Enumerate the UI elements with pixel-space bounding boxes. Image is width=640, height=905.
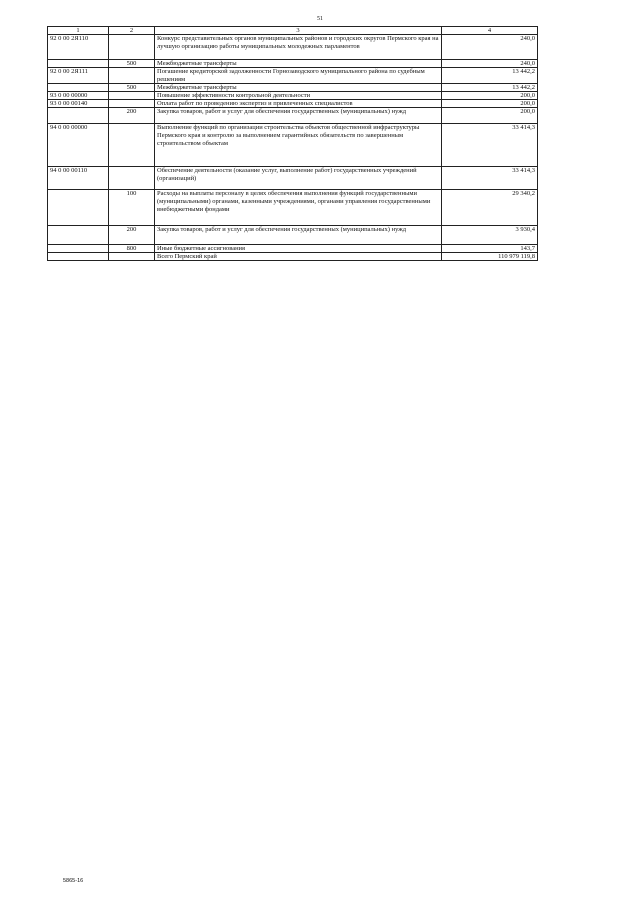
amount-cell: 33 414,3 <box>442 167 538 190</box>
item-name-cell: Межбюджетные трансферты <box>155 60 442 68</box>
expense-type-cell: 500 <box>109 84 155 92</box>
column-header-4: 4 <box>442 27 538 35</box>
target-code-cell: 94 0 00 00000 <box>48 124 109 167</box>
expense-type-cell: 800 <box>109 245 155 253</box>
amount-cell: 13 442,2 <box>442 68 538 84</box>
item-name-cell: Закупка товаров, работ и услуг для обеспечения государственных (муниципальных) нужд <box>155 226 442 245</box>
target-code-cell: 92 0 00 2Я111 <box>48 68 109 84</box>
item-name-cell: Выполнение функций по организации строительства объектов общественной инфраструктуры Пермского края и контролю за выполнением гарантийных обязательств по завершенным строительством объектам <box>155 124 442 167</box>
item-name-cell: Закупка товаров, работ и услуг для обеспечения государственных (муниципальных) нужд <box>155 108 442 124</box>
expense-type-cell: 200 <box>109 226 155 245</box>
table-row <box>48 68 538 84</box>
total-label-cell: Всего Пермский край <box>155 253 442 261</box>
target-code-cell: 93 0 00 00140 <box>48 100 109 108</box>
column-header-2: 2 <box>109 27 155 35</box>
column-header-1: 1 <box>48 27 109 35</box>
expense-type-cell: 200 <box>109 108 155 124</box>
amount-cell: 29 340,2 <box>442 190 538 226</box>
table-row <box>48 84 538 92</box>
table-row <box>48 100 538 108</box>
table-row <box>48 92 538 100</box>
table-row <box>48 108 538 124</box>
table-row <box>48 35 538 60</box>
expense-type-cell <box>109 92 155 100</box>
document-footer-code: 5865-16 <box>63 878 84 884</box>
table-row <box>48 60 538 68</box>
column-header-3: 3 <box>155 27 442 35</box>
expense-type-cell <box>109 124 155 167</box>
expense-type-cell: 500 <box>109 60 155 68</box>
amount-cell: 33 414,3 <box>442 124 538 167</box>
item-name-cell: Погашение кредиторской задолженности Горнозаводского муниципального района по судебным решениям <box>155 68 442 84</box>
expense-type-cell <box>109 100 155 108</box>
amount-cell: 3 930,4 <box>442 226 538 245</box>
expense-type-cell <box>109 35 155 60</box>
target-code-cell <box>48 84 109 92</box>
item-name-cell: Межбюджетные трансферты <box>155 84 442 92</box>
table-row <box>48 245 538 253</box>
target-code-cell <box>48 60 109 68</box>
total-amount-cell: 110 979 119,8 <box>442 253 538 261</box>
target-code-cell <box>48 245 109 253</box>
amount-cell: 200,0 <box>442 100 538 108</box>
page-number: 51 <box>317 16 323 22</box>
amount-cell: 240,0 <box>442 35 538 60</box>
target-code-cell: 94 0 00 00110 <box>48 167 109 190</box>
amount-cell: 240,0 <box>442 60 538 68</box>
budget-table <box>47 26 538 261</box>
target-code-cell: 93 0 00 00000 <box>48 92 109 100</box>
item-name-cell: Расходы на выплаты персоналу в целях обеспечения выполнения функций государственными (муниципальными) органами, казенными учреждениями, органами управления государственными внебюджетными фондами <box>155 190 442 226</box>
expense-type-cell <box>109 68 155 84</box>
target-code-cell <box>48 108 109 124</box>
item-name-cell: Оплата работ по проведению экспертиз и привлеченных специалистов <box>155 100 442 108</box>
item-name-cell: Конкурс представительных органов муниципальных районов и городских округов Пермского края на лучшую организацию работы муниципальных молодежных парламентов <box>155 35 442 60</box>
amount-cell: 200,0 <box>442 108 538 124</box>
target-code-cell <box>48 190 109 226</box>
table-row <box>48 226 538 245</box>
item-name-cell: Иные бюджетные ассигнования <box>155 245 442 253</box>
target-code-cell <box>48 226 109 245</box>
table-row <box>48 167 538 190</box>
amount-cell: 143,7 <box>442 245 538 253</box>
item-name-cell: Повышение эффективности контрольной деятельности <box>155 92 442 100</box>
expense-type-cell: 100 <box>109 190 155 226</box>
item-name-cell: Обеспечение деятельности (оказание услуг, выполнение работ) государственных учреждений (организаций) <box>155 167 442 190</box>
target-code-cell: 92 0 00 2Я110 <box>48 35 109 60</box>
target-code-cell <box>48 253 109 261</box>
amount-cell: 200,0 <box>442 92 538 100</box>
table-row <box>48 124 538 167</box>
table-header-row <box>48 27 538 35</box>
expense-type-cell <box>109 253 155 261</box>
table-row-total <box>48 253 538 261</box>
expense-type-cell <box>109 167 155 190</box>
amount-cell: 13 442,2 <box>442 84 538 92</box>
table-row <box>48 190 538 226</box>
